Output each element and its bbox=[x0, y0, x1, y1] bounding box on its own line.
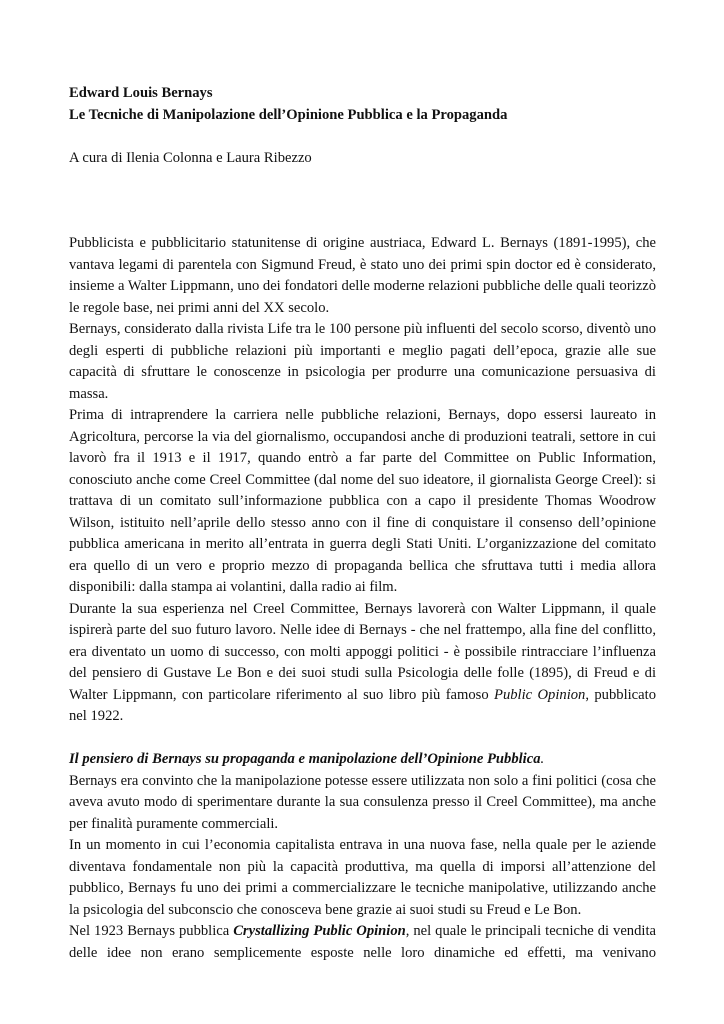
paragraph-4 bbox=[69, 599, 656, 728]
paragraph-4-text: Durante la sua esperienza nel Creel Committee, Bernays lavorerà con Walter Lippmann, il quale ispirerà parte del suo futuro lavoro. Nelle idee di Bernays - che nel frattempo, alla fine del conflitto, era diventato un uomo di successo, con molti appoggi politici - è possibile rintracciare l’influenza del pensiero di Gustave Le Bon e dei suoi studi sulla Psicologia delle folle (1895), di Freud e di Walter Lippmann, con particolare riferimento al suo libro più famoso bbox=[69, 600, 656, 703]
section-heading bbox=[69, 749, 656, 771]
document-author-title: Edward Louis Bernays bbox=[69, 85, 213, 101]
paragraph-1: Pubblicista e pubblicitario statunitense di origine austriaca, Edward L. Bernays (1891-1995), che vantava legami di parentela con Sigmund Freud, è stato uno dei primi spin doctor ed è considerato, insieme a Walter Lippmann, uno dei fondatori delle moderne relazioni pubbliche delle quali teorizzò le regole base, nei primi anni del XX secolo. bbox=[69, 235, 656, 316]
section-heading-period: . bbox=[540, 751, 545, 767]
section-paragraph-3 bbox=[69, 921, 656, 964]
section-paragraph-3-head: Nel 1923 Bernays pubblica bbox=[69, 923, 234, 939]
section-paragraph-3-tail: , nel quale le principali tecniche di vendita delle idee non erano semplicemente esposte nelle loro dinamiche ed effetti, ma venivano bbox=[69, 923, 656, 961]
section-paragraph-1: Bernays era convinto che la manipolazione potesse essere utilizzata non solo a fini politici (cosa che aveva avuto modo di sperimentare durante la sua consulenza presso il Creel Committee), ma anche per finalità puramente commerciali. bbox=[69, 772, 656, 832]
document-title: Le Tecniche di Manipolazione dell’Opinione Pubblica e la Propaganda bbox=[69, 106, 508, 123]
paragraph-3: Prima di intraprendere la carriera nelle pubbliche relazioni, Bernays, dopo essersi laureato in Agricoltura, percorse la via del giornalismo, occupandosi anche di produzioni teatrali, settore in cui lavorò fra il 1913 e il 1917, quando entrò a far parte del Committee on Public Information, conosciuto anche come Creel Committee (dal nome del suo ideatore, il giornalista George Creel): si trattava di un comitato sull’informazione pubblica con a capo il presidente Thomas Woodrow Wilson, istituito nell’aprile dello stesso anno con il fine di conquistare il consenso dell’opinione pubblica americana in merito all’entrata in guerra degli Stati Uniti. L’organizzazione del comitato era quello di un vero e proprio mezzo di propaganda bellica che sfruttava tutti i media allora disponibili: dalla stampa ai volantini, dalla radio ai film. bbox=[69, 407, 656, 595]
section-paragraph-3-book-title: Crystallizing Public Opinion bbox=[233, 923, 406, 939]
section-paragraph-2: In un momento in cui l’economia capitalista entrava in una nuova fase, nella quale per le aziende diventava fondamentale non più la capacità produttiva, ma quella di imporsi all’attenzione del pubblico, Bernays fu uno dei primi a commercializzare le tecniche manipolative, utilizzando anche la psicologia del subconscio che conosceva bene grazie ai suoi studi su Freud e Le Bon. bbox=[69, 837, 656, 918]
paragraph-4-book-title: Public Opinion bbox=[494, 686, 586, 703]
paragraph-4-tail: , pubblicato nel 1922. bbox=[69, 686, 656, 724]
document-curators: A cura di Ilenia Colonna e Laura Ribezzo bbox=[69, 149, 312, 166]
section-heading-text: Il pensiero di Bernays su propaganda e manipolazione dell’Opinione Pubblica bbox=[69, 751, 541, 767]
paragraph-2: Bernays, considerato dalla rivista Life tra le 100 persone più influenti del secolo scorso, diventò uno degli esperti di pubbliche relazioni più importanti e meglio pagati dell’epoca, grazie alle sue capacità di sfruttare le conoscenze in psicologia per produrre una comunicazione persuasiva di massa. bbox=[69, 321, 656, 402]
document-page bbox=[69, 83, 656, 964]
document-body bbox=[69, 233, 656, 964]
